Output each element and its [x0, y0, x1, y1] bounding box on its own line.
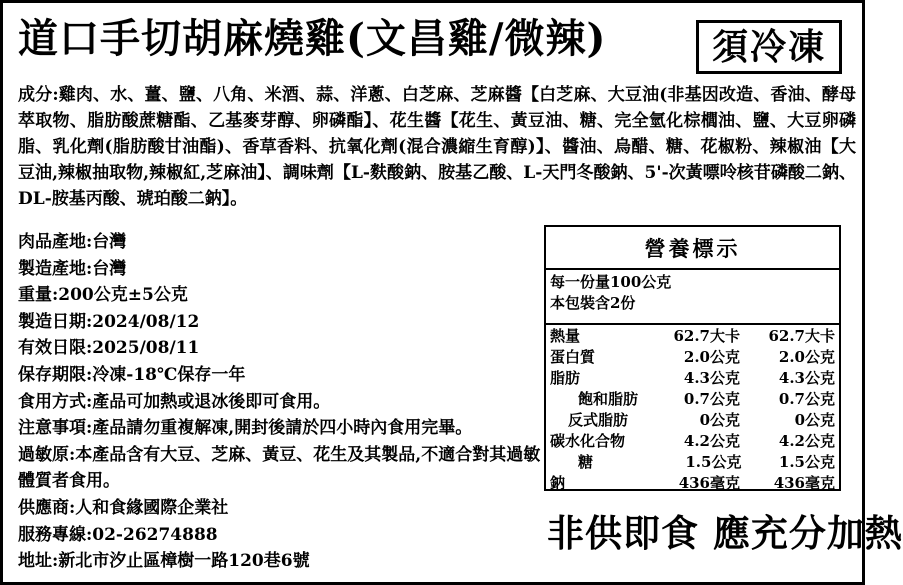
nutrient-per-100g: 0公克	[794, 411, 835, 429]
nutrition-row	[546, 326, 839, 347]
nutrient-name: 糖	[578, 453, 594, 471]
nutrient-per-100g: 4.3公克	[778, 369, 835, 387]
manufacture-date: 製造日期:2024/08/12	[18, 311, 200, 332]
product-info	[18, 229, 543, 575]
net-weight: 重量:200公克±5公克	[18, 285, 188, 306]
nutrition-row	[546, 347, 839, 368]
product-title: 道口手切胡麻燒雞(文昌雞/微辣)	[18, 15, 607, 62]
nutrition-table	[544, 225, 841, 491]
allergen-info: 過敏原:本產品含有大豆、芝麻、黃豆、花生及其製品,不適合對其過敏體質者食用。	[18, 444, 541, 492]
nutrient-per-100g: 0.7公克	[778, 390, 835, 408]
nutrient-per-100g: 4.2公克	[778, 432, 835, 450]
nutrient-name: 反式脂肪	[568, 411, 629, 429]
nutrient-per-100g: 436毫克	[773, 474, 835, 492]
nutrient-per-serving: 0公克	[699, 411, 740, 429]
service-hotline: 服務專線:02-26274888	[18, 524, 218, 545]
nutrient-per-serving: 62.7大卡	[673, 327, 740, 345]
nutrient-name: 熱量	[550, 327, 581, 345]
nutrient-per-serving: 436毫克	[678, 474, 740, 492]
storage-info: 保存期限:冷凍-18℃保存一年	[18, 364, 246, 385]
nutrient-name: 蛋白質	[550, 348, 596, 366]
nutrition-rows	[546, 325, 839, 494]
nutrient-per-serving: 4.2公克	[683, 432, 740, 450]
servings-per-pack: 本包裝含2份	[550, 294, 636, 312]
nutrition-title: 營養標示	[546, 227, 839, 270]
nutrition-row	[546, 452, 839, 473]
frozen-stamp: 須冷凍	[696, 20, 842, 74]
origin-manufacture: 製造產地:台灣	[18, 258, 127, 279]
nutrient-name: 碳水化合物	[550, 432, 626, 450]
nutrient-name: 脂肪	[550, 369, 581, 387]
address-info: 地址:新北市汐止區樟樹一路120巷6號	[18, 551, 310, 572]
nutrient-name: 鈉	[550, 474, 566, 492]
nutrient-name: 飽和脂肪	[578, 390, 639, 408]
nutrient-per-serving: 0.7公克	[683, 390, 740, 408]
nutrition-row	[546, 410, 839, 431]
ingredients-list: 成分:雞肉、水、薑、鹽、八角、米酒、蒜、洋蔥、白芝麻、芝麻醬【白芝麻、大豆油(非基因改造、香油、酵母萃取物、脂肪酸蔗糖酯、乙基麥芽醇、卵磷酯】、花生醬【花生、黃豆油、糖、完全氫化棕櫚油、鹽、大豆卵磷脂、乳化劑(脂肪酸甘油酯)、香草香料、抗氧化劑(混合濃縮生育醇)】、醬油、烏醋、糖、花椒粉、辣椒油【大豆油,辣椒抽取物,辣椒紅,芝麻油】、調味劑【L-麩酸鈉、胺基乙酸、L-天門冬酸鈉、5'-次黃嘌呤核苷磷酸二鈉、DL-胺基丙酸、琥珀酸二鈉】。	[18, 85, 856, 209]
origin-meat: 肉品產地:台灣	[18, 232, 127, 252]
caution-info: 注意事項:產品請勿重複解凍,開封後請於四小時內食用完畢。	[18, 418, 473, 439]
nutrition-row	[546, 368, 839, 389]
nutrient-per-100g: 2.0公克	[778, 348, 835, 366]
nutrition-row	[546, 389, 839, 410]
ingredients-text	[18, 82, 856, 212]
expiry-date: 有效日限:2025/08/11	[18, 338, 200, 359]
serving-info	[546, 270, 839, 325]
nutrition-row	[546, 473, 839, 494]
nutrient-per-serving: 1.5公克	[685, 453, 742, 471]
serving-size: 每一份量100公克	[550, 273, 672, 291]
usage-info: 食用方式:產品可加熱或退冰後即可食用。	[18, 391, 331, 412]
nutrient-per-100g: 1.5公克	[778, 453, 835, 471]
nutrient-per-serving: 4.3公克	[683, 369, 740, 387]
heating-notice: 非供即食 應充分加熱	[547, 511, 903, 555]
supplier-info: 供應商:人和食緣國際企業社	[18, 497, 229, 518]
nutrition-row	[546, 431, 839, 452]
nutrient-per-serving: 2.0公克	[683, 348, 740, 366]
nutrient-per-100g: 62.7大卡	[768, 327, 835, 345]
